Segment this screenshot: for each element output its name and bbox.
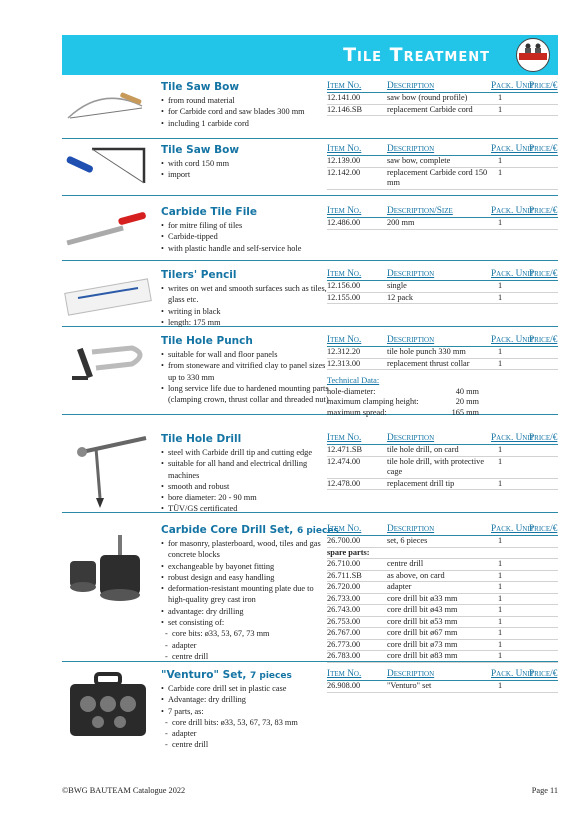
- table-row: 12.139.00 saw bow, complete 1: [327, 156, 558, 168]
- table-row: 26.743.00 core drill bit ø43 mm 1: [327, 605, 558, 617]
- product-name: Tile Hole Punch: [161, 335, 253, 347]
- feature-list: [161, 538, 331, 662]
- table-row: 12.146.SB replacement Carbide cord 1: [327, 105, 558, 117]
- table-row: 12.478.00 replacement drill tip 1: [327, 479, 558, 491]
- core-drill-image: [62, 533, 152, 623]
- feature-item: • suitable for wall and floor panels: [161, 349, 331, 360]
- table-row: 26.733.00 core drill bit ø33 mm 1: [327, 594, 558, 606]
- feature-list: [161, 349, 331, 405]
- table-row: 26.711.SB as above, on card 1: [327, 571, 558, 583]
- feature-item: • smooth and robust: [161, 481, 331, 492]
- feature-item: • with plastic handle and self-service hole: [161, 243, 331, 254]
- feature-list: [161, 158, 331, 181]
- tech-title: Technical Data:: [327, 376, 380, 385]
- page-number: Page 11: [531, 786, 558, 795]
- item-table: [327, 144, 558, 190]
- feature-list: [161, 283, 331, 328]
- product-name: Tile Hole Drill: [161, 433, 242, 445]
- venturo-case-image: [62, 668, 152, 740]
- feature-item: • for masonry, plasterboard, wood, tiles and gas concrete blocks: [161, 538, 331, 561]
- header-bar: [62, 35, 558, 75]
- feature-item: • Advantage: dry drilling: [161, 694, 336, 705]
- table-header: Item No. Description Pack. Unit Price/€: [327, 81, 558, 91]
- product-block: [62, 668, 558, 748]
- table-row: 12.156.00 single 1: [327, 281, 558, 293]
- feature-item: • import: [161, 169, 331, 180]
- table-row: 26.753.00 core drill bit ø53 mm 1: [327, 617, 558, 629]
- product-name: Tile Saw Bow: [161, 144, 240, 156]
- spare-parts-label: spare parts:: [327, 548, 558, 560]
- tech-row: maximum clamping height: 20 mm: [327, 397, 479, 406]
- feature-item: • robust design and easy handling: [161, 572, 331, 583]
- feature-item: • including 1 carbide cord: [161, 118, 331, 129]
- subfeature-item: - core drill bits: ø33, 53, 67, 73, 83 mm: [161, 717, 336, 728]
- table-row: 12.142.00 replacement Carbide cord 150 mm 1: [327, 168, 558, 190]
- feature-item: • 7 parts, as:: [161, 706, 336, 717]
- product-block: [62, 334, 558, 415]
- table-row: 26.908.00 "Venturo" set 1: [327, 681, 558, 693]
- feature-list: [161, 220, 331, 254]
- table-header: Item No. Description/Size Pack. Unit Price/€: [327, 206, 558, 216]
- feature-item: • suitable for all hand and electrical drilling machines: [161, 458, 331, 481]
- product-name: Tilers' Pencil: [161, 269, 237, 281]
- subfeature-item: - centre drill: [161, 739, 336, 750]
- table-row: 26.783.00 core drill bit ø83 mm 1: [327, 651, 558, 663]
- saw-bow-image: [62, 80, 152, 136]
- feature-item: • exchangeable by bayonet fitting: [161, 561, 331, 572]
- item-table: [327, 206, 558, 230]
- product-block: [62, 268, 558, 327]
- feature-item: • from stoneware and vitrified clay to panel sizes up to 330 mm: [161, 360, 331, 383]
- feature-item: • long service life due to hardened mounting parts (clamping crown, thrust collar and threaded nut): [161, 383, 331, 406]
- feature-item: • bore diameter: 20 - 90 mm: [161, 492, 331, 503]
- feature-item: • from round material: [161, 95, 331, 106]
- feature-item: • for Carbide cord and saw blades 300 mm: [161, 106, 331, 117]
- feature-item: • Carbide-tipped: [161, 231, 331, 242]
- feature-item: • TÜV/GS certificated: [161, 503, 331, 514]
- table-row: 12.474.00 tile hole drill, with protective cage 1: [327, 457, 558, 479]
- tech-row: maximum spread: 165 mm: [327, 407, 479, 417]
- product-name: Carbide Tile File: [161, 206, 258, 218]
- table-header: Item No. Description Pack. Unit Price/€: [327, 269, 558, 279]
- pencil-pack-image: [62, 268, 152, 323]
- table-row: 26.720.00 adapter 1: [327, 582, 558, 594]
- table-row: 26.700.00 set, 6 pieces 1: [327, 536, 558, 548]
- item-table: [327, 669, 558, 693]
- subfeature-item: - core bits: ø33, 53, 67, 73 mm: [161, 628, 331, 639]
- table-header: Item No. Description Pack. Unit Price/€: [327, 669, 558, 679]
- feature-item: • writing in black: [161, 306, 331, 317]
- item-table: [327, 335, 558, 418]
- item-table: [327, 269, 558, 304]
- table-row: 26.710.00 centre drill 1: [327, 559, 558, 571]
- feature-list: [161, 447, 331, 515]
- product-name: Tile Saw Bow: [161, 81, 240, 93]
- table-row: 12.141.00 saw bow (round profile) 1: [327, 93, 558, 105]
- table-header: Item No. Description Pack. Unit Price/€: [327, 144, 558, 154]
- feature-item: • for mitre filing of tiles: [161, 220, 331, 231]
- feature-item: • length: 175 mm: [161, 317, 331, 328]
- table-row: 12.312.20 tile hole punch 330 mm 1: [327, 347, 558, 359]
- item-table: [327, 81, 558, 116]
- item-table: [327, 524, 558, 663]
- table-row: 12.486.00 200 mm 1: [327, 218, 558, 230]
- subfeature-item: - adapter: [161, 728, 336, 739]
- table-row: 26.767.00 core drill bit ø67 mm 1: [327, 628, 558, 640]
- feature-item: • advantage: dry drilling: [161, 606, 331, 617]
- table-row: 12.471.SB tile hole drill, on card 1: [327, 445, 558, 457]
- product-name: Carbide Core Drill Set, 6 pieces: [161, 524, 339, 536]
- tile-file-image: [62, 205, 152, 255]
- technical-data: [327, 376, 558, 418]
- table-row: 12.313.00 replacement thrust collar 1: [327, 359, 558, 371]
- hole-punch-image: [62, 334, 152, 404]
- product-block: [62, 205, 558, 261]
- item-table: [327, 433, 558, 490]
- feature-item: • with cord 150 mm: [161, 158, 331, 169]
- feature-item: • Carbide core drill set in plastic case: [161, 683, 336, 694]
- table-row: 12.155.00 12 pack 1: [327, 293, 558, 305]
- subfeature-item: - adapter: [161, 640, 331, 651]
- product-block: [62, 523, 558, 662]
- subfeature-item: - centre drill: [161, 651, 331, 662]
- saw-bow-image: [62, 143, 152, 193]
- table-header: Item No. Description Pack. Unit Price/€: [327, 524, 558, 534]
- product-block: [62, 432, 558, 513]
- hole-drill-image: [62, 432, 152, 510]
- footer-copyright: ©BWG BAUTEAM Catalogue 2022: [62, 786, 186, 795]
- product-block: [62, 143, 558, 196]
- table-row: 26.773.00 core drill bit ø73 mm 1: [327, 640, 558, 652]
- feature-list: [161, 95, 331, 129]
- feature-item: • steel with Carbide drill tip and cutting edge: [161, 447, 331, 458]
- table-header: Item No. Description Pack. Unit Price/€: [327, 433, 558, 443]
- page-title: Tile Treatment: [343, 44, 490, 66]
- product-block: [62, 80, 558, 139]
- bwg-logo-icon: [516, 38, 550, 72]
- feature-list: [161, 683, 336, 751]
- feature-item: • deformation-resistant mounting plate due to high-quality grey cast iron: [161, 583, 331, 606]
- tech-row: hole-diameter: 40 mm: [327, 386, 479, 396]
- feature-item: • writes on wet and smooth surfaces such as tiles, glass etc.: [161, 283, 331, 306]
- product-name: "Venturo" Set, 7 pieces: [161, 669, 292, 681]
- table-header: Item No. Description Pack. Unit Price/€: [327, 335, 558, 345]
- feature-item: • set consisting of:: [161, 617, 331, 628]
